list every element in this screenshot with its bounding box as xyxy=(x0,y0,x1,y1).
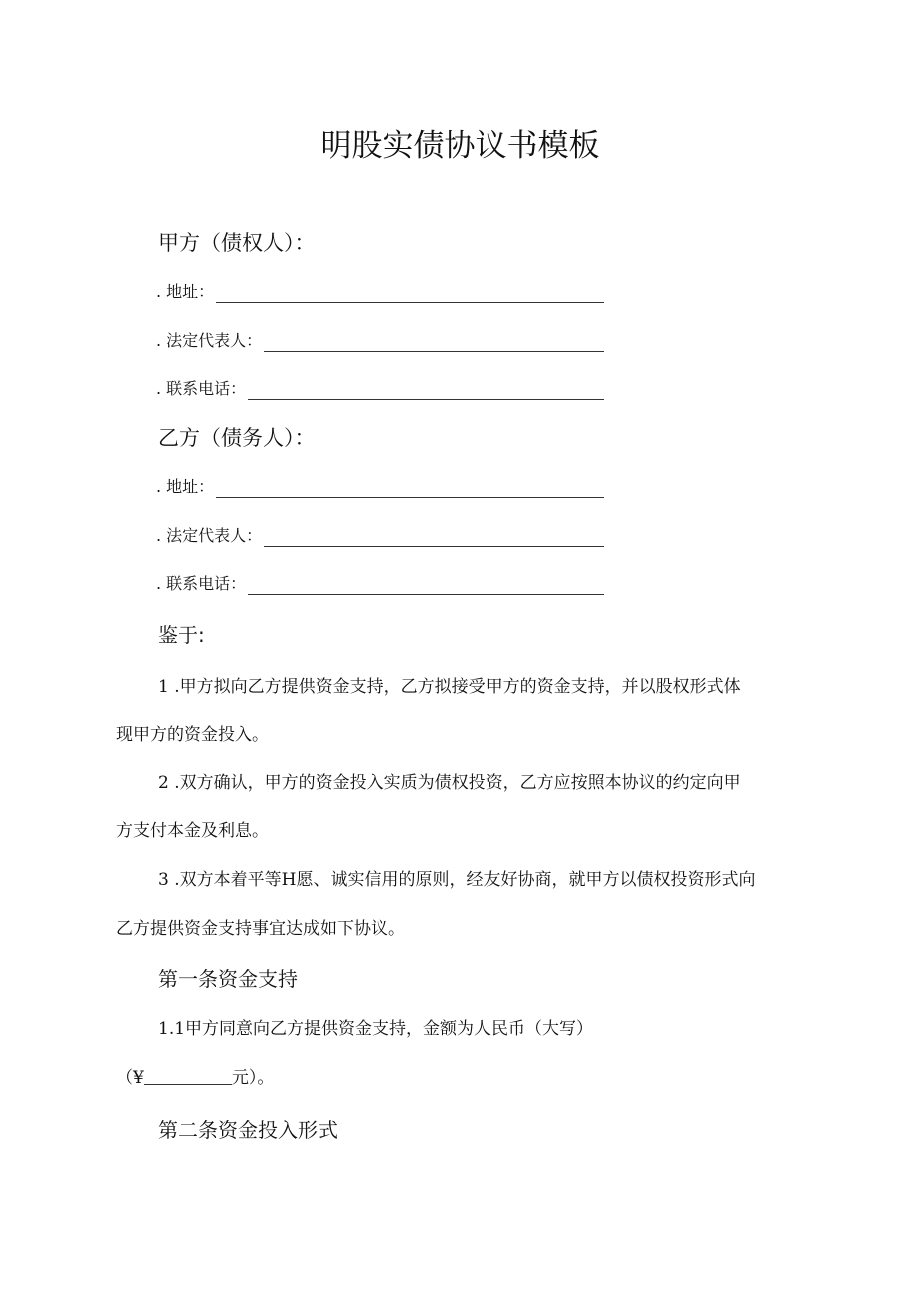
party-a-rep-field[interactable] xyxy=(156,330,604,352)
party-a-address-label: . 地址： xyxy=(156,282,215,301)
whereas-heading: 鉴于: xyxy=(158,623,205,647)
party-b-address-blank[interactable] xyxy=(216,480,604,498)
whereas-item-2-line2: 方支付本金及利息。 xyxy=(116,821,269,841)
whereas-item-3-line1: 3 .双方本着平等H愿、诚实信用的原则，经友好协商，就甲方以债权投资形式向 xyxy=(158,870,756,890)
party-a-heading: 甲方（债权人）： xyxy=(158,231,316,255)
party-a-phone-blank[interactable] xyxy=(248,382,604,400)
party-a-address-field[interactable] xyxy=(156,281,604,303)
amount-suffix: 元）。 xyxy=(231,1068,275,1088)
whereas-item-1-line1: 1 .甲方拟向乙方提供资金支持，乙方拟接受甲方的资金支持，并以股权形式体 xyxy=(158,677,741,697)
party-b-phone-field[interactable] xyxy=(156,573,604,595)
article-1-clause-line1: 1.1甲方同意向乙方提供资金支持，金额为人民币（大写） xyxy=(158,1019,594,1039)
party-a-address-blank[interactable] xyxy=(216,285,604,303)
party-b-phone-blank[interactable] xyxy=(248,577,604,595)
party-a-phone-field[interactable] xyxy=(156,378,604,400)
party-b-rep-label: . 法定代表人： xyxy=(156,526,263,545)
amount-blank[interactable] xyxy=(144,1068,232,1085)
party-a-rep-blank[interactable] xyxy=(264,334,604,352)
party-b-rep-blank[interactable] xyxy=(264,529,604,547)
party-b-heading: 乙方（债务人）： xyxy=(158,426,316,450)
article-1-heading: 第一条资金支持 xyxy=(158,967,298,991)
document-title: 明股实债协议书模板 xyxy=(320,128,600,164)
whereas-item-2-line1: 2 .双方确认，甲方的资金投入实质为债权投资，乙方应按照本协议的约定向甲 xyxy=(158,773,741,793)
party-b-phone-label: . 联系电话： xyxy=(156,574,247,593)
party-a-phone-label: . 联系电话： xyxy=(156,379,247,398)
party-b-rep-field[interactable] xyxy=(156,525,604,547)
article-1-clause-line2 xyxy=(116,1066,274,1090)
party-a-rep-label: . 法定代表人： xyxy=(156,331,263,350)
amount-prefix: （¥ xyxy=(116,1068,144,1088)
party-b-address-field[interactable] xyxy=(156,476,604,498)
whereas-item-1-line2: 现甲方的资金投入。 xyxy=(116,725,269,745)
whereas-item-3-line2: 乙方提供资金支持事宜达成如下协议。 xyxy=(116,919,405,939)
party-b-address-label: . 地址： xyxy=(156,477,215,496)
article-2-heading: 第二条资金投入形式 xyxy=(158,1118,338,1142)
